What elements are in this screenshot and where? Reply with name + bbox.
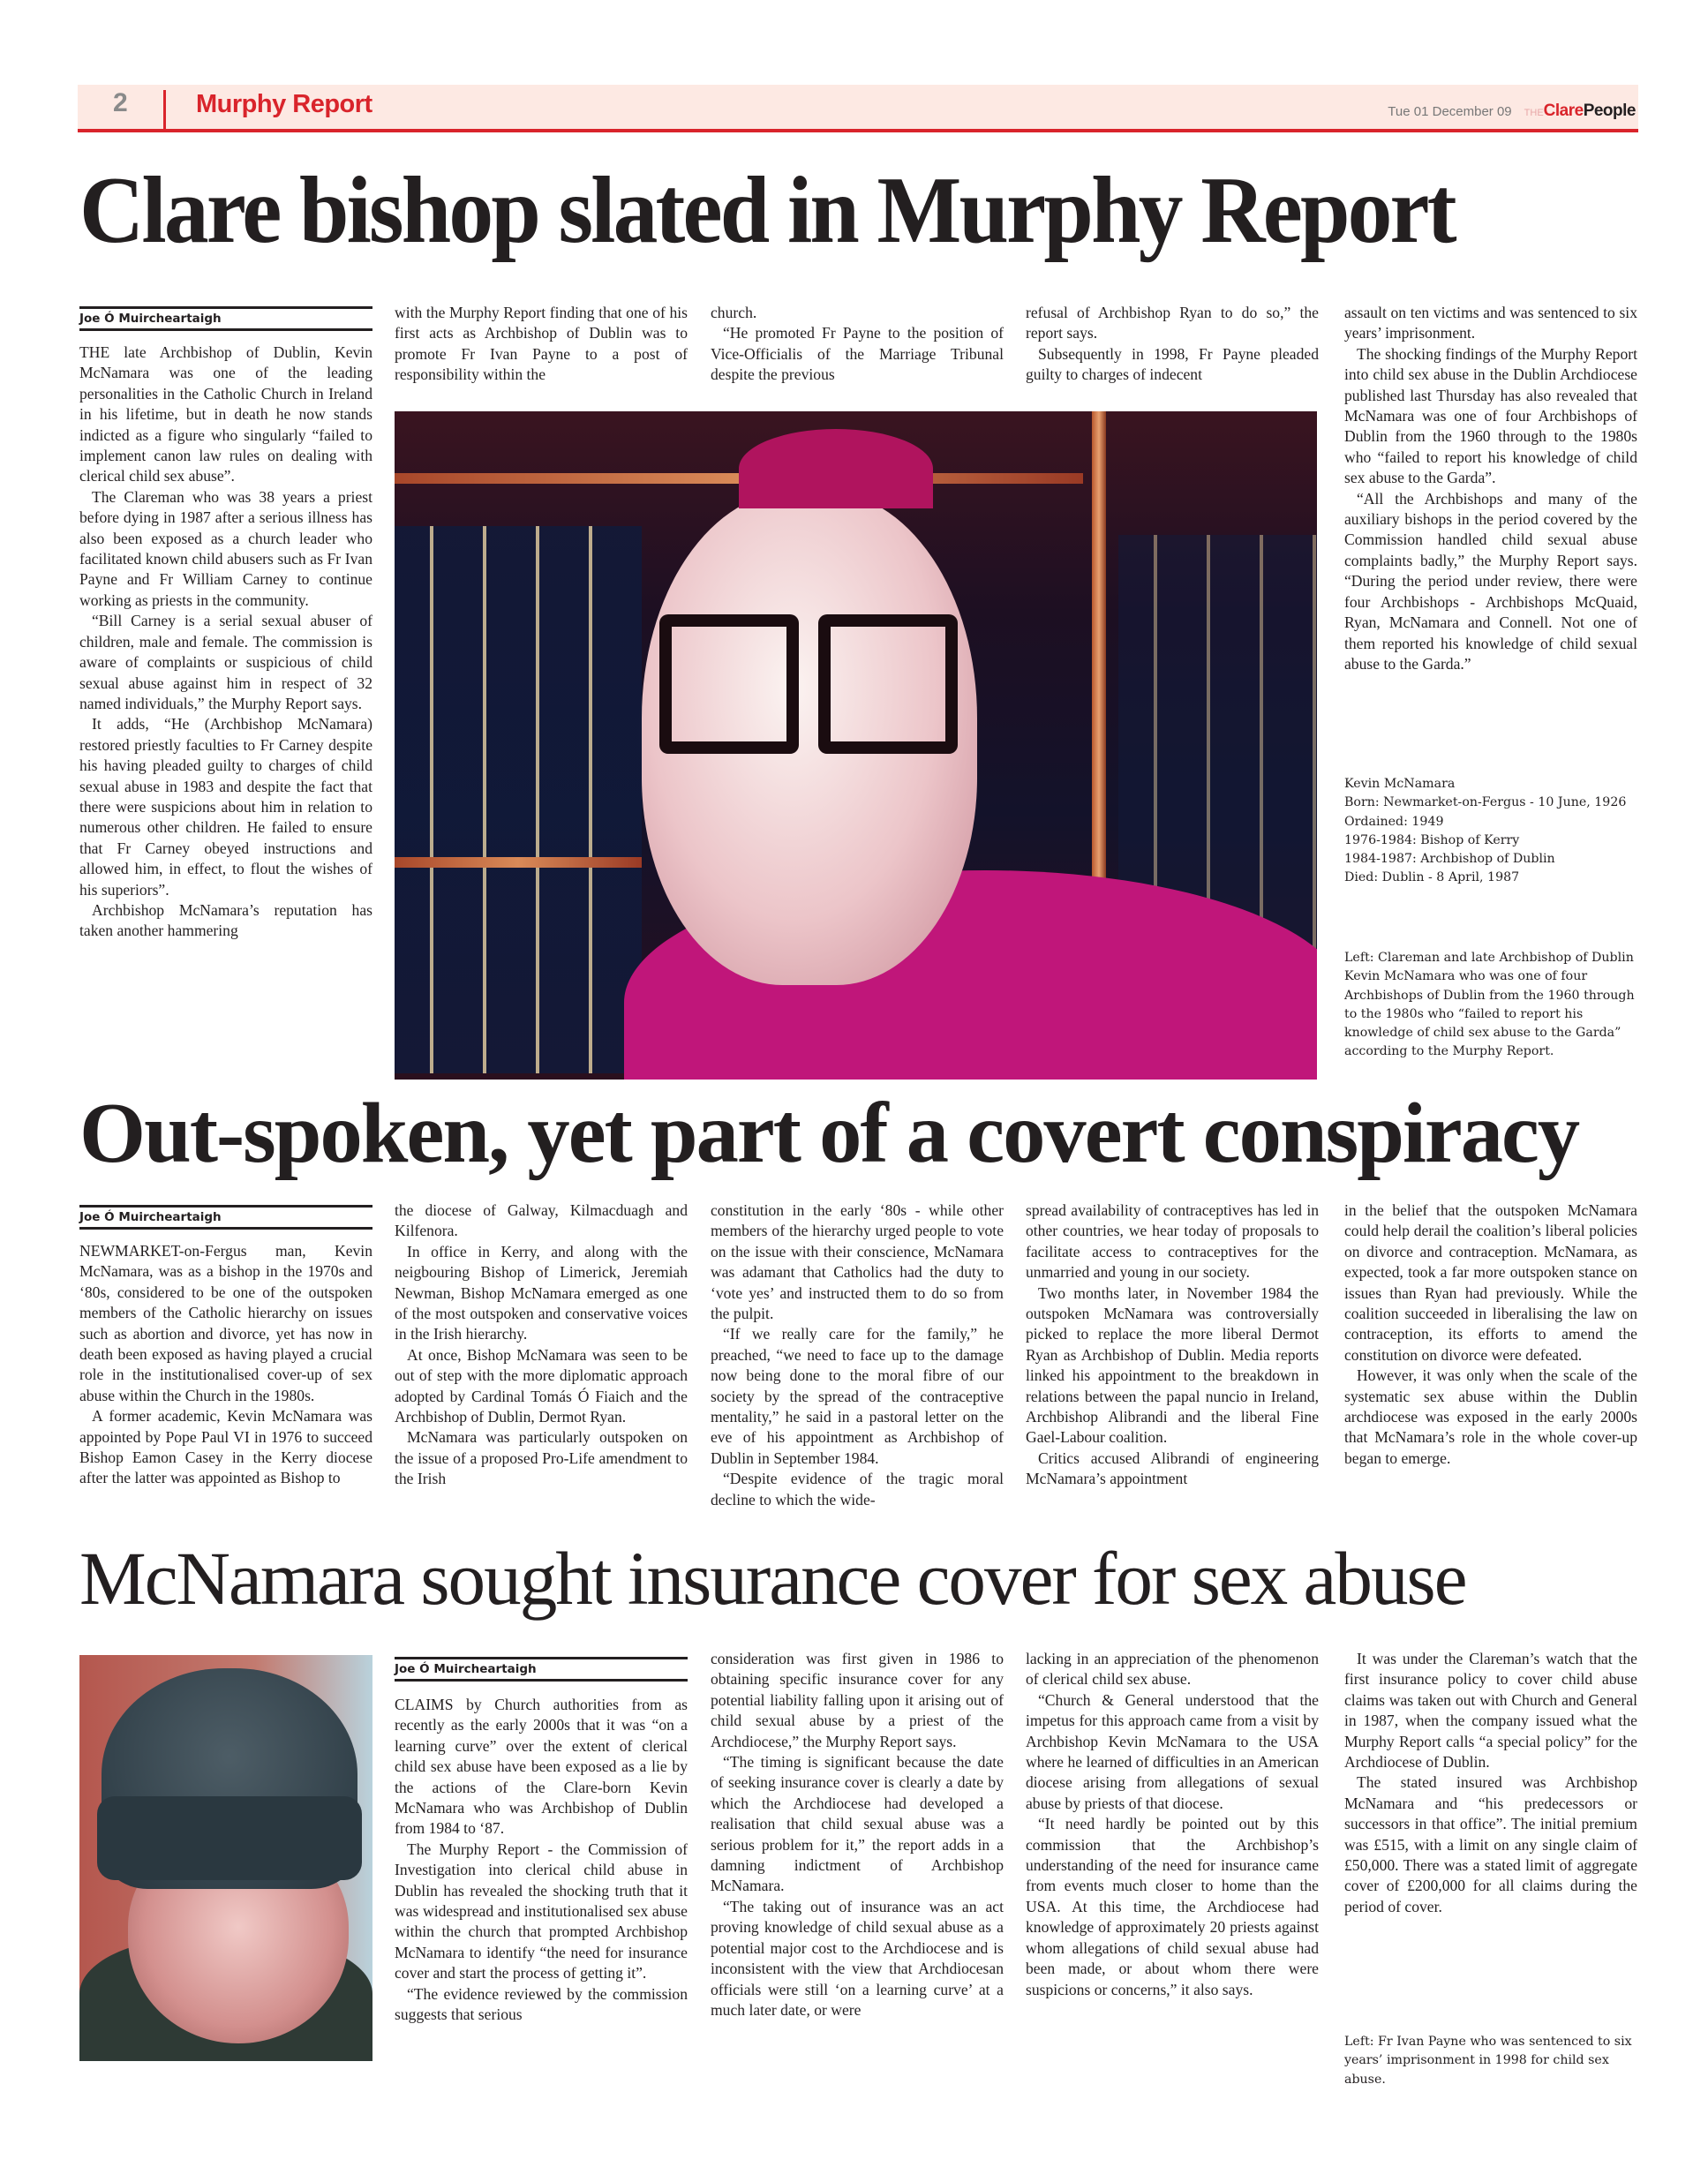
glasses-right [818,614,958,754]
knit-hat-fold [97,1796,362,1880]
article1-col5 [1344,303,1637,674]
paragraph: the diocese of Galway, Kilmacduagh and Kilfenora. [395,1201,688,1240]
paragraph: constitution in the early ‘80s - while other members of the hierarchy urged people to vote on the issue with their conscience, McNamara was adamant that Catholics had the duty to ‘vote yes’ and instructed them to do so from the pulpit. [711,1201,1004,1323]
paragraph: It adds, “He (Archbishop McNamara) restored priestly faculties to Fr Carney despite his having pleaded guilty to charges of child sexual abuse in 1983 and despite the fact that there were suspicions about him in relation to numerous other children. He failed to ensure that Fr Carney obeyed instructions and allowed him, in effect, to flout the wishes of his superiors”. [79,715,372,899]
books [395,526,642,1073]
paragraph: The Murphy Report - the Commission of Investigation into clerical child abuse in Dublin has revealed the shocking truth that it was widespread and institutionalised sex abuse within the church that prompted Archbishop McNamara to identify “the need for insurance cover and start the process of getting it”. [395,1840,688,1983]
factbox-line: Born: Newmarket-on-Fergus - 10 June, 1926 [1344,795,1627,810]
paragraph: McNamara was particularly outspoken on the issue of a proposed Pro-Life amendment to the Irish [395,1428,688,1488]
article2-headline: Out-spoken, yet part of a covert conspiracy [79,1086,1579,1181]
article2-col1 [79,1241,372,1489]
paragraph: At once, Bishop McNamara was seen to be out of step with the more diplomatic approach adopted by Cardinal Tomás Ó Fiaich and the Archbishop of Dublin, Dermot Ryan. [395,1345,688,1426]
article3-byline: Joe Ó Muircheartaigh [395,1657,688,1682]
article3-col5 [1344,1649,1637,1917]
archbishop-mcnamara-photo [395,411,1317,1080]
article1-headline: Clare bishop slated in Murphy Report [79,158,1455,263]
paragraph: consideration was first given in 1986 to obtaining specific insurance cover for any potential liability falling upon it arising out of child sexual abuse by a priest of the Archdiocese,” the Murphy Report says. [711,1650,1004,1750]
paragraph: refusal of Archbishop Ryan to do so,” the report says. [1026,304,1319,342]
paragraph: Subsequently in 1998, Fr Payne pleaded guilty to charges of indecent [1026,344,1319,384]
article2-col2 [395,1200,688,1490]
paragraph: “The evidence reviewed by the commission suggests that serious [395,1984,688,2024]
issue-date: Tue 01 December 09 [1388,104,1512,119]
zucchetto [739,429,933,508]
paragraph: “The timing is significant because the date of seeking insurance cover is clearly a date by which the Archdiocese had developed a realisation that child sexual abuse was a serious problem for it,” the report adds in a damning indictment of Archbishop McNamara. [711,1753,1004,1895]
paragraph: “He promoted Fr Payne to the position of Vice-Officialis of the Marriage Tribunal despite the previous [711,324,1004,384]
paragraph: “If we really care for the family,” he preached, “we need to face up to the damage now being done to the moral fibre of our society by the spread of the contraceptive mentality,” he said in a pastoral letter on the eve of his appointment as Archbishop of Dublin in September 1984. [711,1325,1004,1467]
paragraph: spread availability of contraceptives has led in other countries, we hear today of proposals to facilitate access to contraceptives for the unmarried and young in our society. [1026,1201,1319,1282]
paragraph: “It need hardly be pointed out by this commission that the Archbishop’s understanding of the need for insurance came from events much closer to home than the USA. At this time, the Archdiocese had knowledge of approximately 20 priests against whom allegations of child sexual abuse had been made, or about whom there were suspicions or concerns,” it also says. [1026,1815,1319,1998]
article3-col2 [395,1695,688,2026]
factbox-line: 1976-1984: Bishop of Kerry [1344,832,1520,847]
article3-headline: McNamara sought insurance cover for sex abuse [79,1536,1466,1621]
paragraph: A former academic, Kevin McNamara was appointed by Pope Paul VI in 1976 to succeed Bishop Eamon Casey in the Kerry diocese after the latter was appointed as Bishop to [79,1407,372,1487]
paragraph: The shocking findings of the Murphy Report into child sex abuse in the Dublin Archdiocese published last Thursday has also revealed that McNamara was one of four Archbishops of Dublin from the 1960 through to the 1980s who “failed to report his knowledge of child sex abuse to the Garda”. [1344,344,1637,487]
paragraph: “Despite evidence of the tragic moral decline to which the wide- [711,1470,1004,1509]
article1-photo-caption: Left: Clareman and late Archbishop of Dublin Kevin McNamara who was one of four Archbishops of Dublin from the 1960 through to the 1980s who “failed to report his knowledge of child sex abuse to the Garda” according to the Murphy Report. [1344,951,1635,1059]
header-divider [163,90,166,129]
article2-byline: Joe Ó Muircheartaigh [79,1205,372,1230]
paragraph: THE late Archbishop of Dublin, Kevin McNamara was one of the leading personalities in the Catholic Church in Ireland in his lifetime, but in death he now stands indicted as a figure who singularly “failed to implement canon law rules on dealing with clerical child sex abuse”. [79,343,372,485]
bookshelf [395,857,642,868]
article1-col1 [79,342,372,942]
article2-col5 [1344,1200,1637,1469]
paragraph: “The taking out of insurance was an act proving knowledge of child sexual abuse as a potential major cost to the Archdiocese and is inconsistent with the view that Archdiocesan officials were still ‘on a learning curve’ at a much later date, or were [711,1897,1004,2019]
factbox-line: Died: Dublin - 8 April, 1987 [1344,870,1520,885]
article2-col4 [1026,1200,1319,1490]
paragraph: Archbishop McNamara’s reputation has taken another hammering [79,900,372,940]
paragraph: In office in Kerry, and along with the neigbouring Bishop of Limerick, Jeremiah Newman, Bishop McNamara emerged as one of the most outspoken and conservative voices in the Irish hierarchy. [395,1242,688,1343]
paragraph: NEWMARKET-on-Fergus man, Kevin McNamara, was as a bishop in the 1970s and ‘80s, considered to be one of the outspoken members of the Catholic hierarchy on issues such as abortion and divorce, yet has now in death been exposed as having played a crucial role in the institutionalised cover-up of sex abuse within the Church in the 1980s. [79,1242,372,1404]
paragraph: with the Murphy Report finding that one of his first acts as Archbishop of Dublin was to promote Fr Ivan Payne to a post of responsibility within the [395,304,688,384]
paragraph: It was under the Clareman’s watch that the first insurance policy to cover child abuse claims was taken out with Church and General in 1987, when the company issued what the Murphy Report calls “a special policy” for the Archdiocese of Dublin. [1344,1650,1637,1772]
article3-col3 [711,1649,1004,2020]
paragraph: in the belief that the outspoken McNamara could help derail the coalition’s liberal policies on divorce and contraception. McNamara, as expected, took a far more outspoken stance on issues than Ryan had previously. While the coalition succeeded in liberalising the law on contraception, its efforts to amend the constitution on divorce were defeated. [1344,1201,1637,1364]
paragraph: “Bill Carney is a serial sexual abuser of children, male and female. The commission is aware of complaints or suspicious of child sexual abuse against him in respect of 32 named individuals,” the Murphy Report says. [79,612,372,712]
paragraph: Two months later, in November 1984 the outspoken McNamara was controversially picked to replace the more liberal Dermot Ryan as Archbishop of Dublin. Media reports linked his appointment to the breakdown in relations between the papal nuncio in Ireland, Archbishop Alibrandi and the liberal Fine Gael-Labour coalition. [1026,1283,1319,1447]
article1-col3 [711,303,1004,386]
article1-byline: Joe Ó Muircheartaigh [79,306,372,331]
paragraph: church. [711,304,757,321]
factbox-line: Ordained: 1949 [1344,814,1444,829]
paragraph: assault on ten victims and was sentenced to six years’ imprisonment. [1344,304,1637,342]
header-right [1388,102,1636,121]
factbox [1344,775,1637,888]
page-number: 2 [113,88,128,117]
article1-col4 [1026,303,1319,386]
article2-col3 [711,1200,1004,1510]
paragraph: The Clareman who was 38 years a priest before dying in 1987 after a serious illness has also been exposed as a church leader who facilitated known child abusers such as Fr Ivan Payne and Fr William Carney to continue working as priests in the community. [79,487,372,609]
section-name: Murphy Report [196,90,372,118]
header-rule [78,129,1638,132]
article1-col2 [395,303,688,386]
article3-photo-caption: Left: Fr Ivan Payne who was sentenced to six years’ imprisonment in 1998 for child sex abuse. [1344,2035,1632,2087]
article3-col4 [1026,1649,1319,2000]
paragraph: The stated insured was Archbishop McNamara and “his predecessors or successors in that office”. The initial premium was £515, with a limit on any single claim of £50,000. There was a stated limit of aggregate cover of £200,000 for all claims during the period of cover. [1344,1773,1637,1915]
paragraph: Critics accused Alibrandi of engineering McNamara’s appointment [1026,1448,1319,1488]
factbox-line: 1984-1987: Archbishop of Dublin [1344,852,1555,867]
paragraph: lacking in an appreciation of the phenomenon of clerical child sex abuse. [1026,1650,1319,1689]
ivan-payne-photo [79,1655,372,2061]
factbox-line: Kevin McNamara [1344,777,1456,791]
paragraph: “All the Archbishops and many of the auxiliary bishops in the period covered by the Commission handled child sexual abuse complaints badly,” the Murphy Report says. “During the period under review, there were four Archbishops - Archbishops McQuaid, Ryan, McNamara and Connell. Not one of them reported his knowledge of child sexual abuse to the Garda.” [1344,489,1637,673]
paragraph: “Church & General understood that the impetus for this approach came from a visit by Archbishop Kevin McNamara to the USA where he learned of difficulties in an American diocese arising from allegations of sexual abuse by priests of that diocese. [1026,1690,1319,1812]
masthead-logo: THEClarePeople [1524,102,1636,120]
paragraph: However, it was only when the scale of the systematic sex abuse within the Dublin archdiocese was exposed in the early 2000s that McNamara’s role in the whole cover-up began to emerge. [1344,1366,1637,1467]
glasses-left [659,614,799,754]
paragraph: CLAIMS by Church authorities from as recently as the early 2000s that it was “on a learning curve” over the extent of clerical child sex abuse have been exposed as a lie by the actions of the Clare-born Kevin McNamara who was Archbishop of Dublin from 1984 to ‘87. [395,1696,688,1838]
